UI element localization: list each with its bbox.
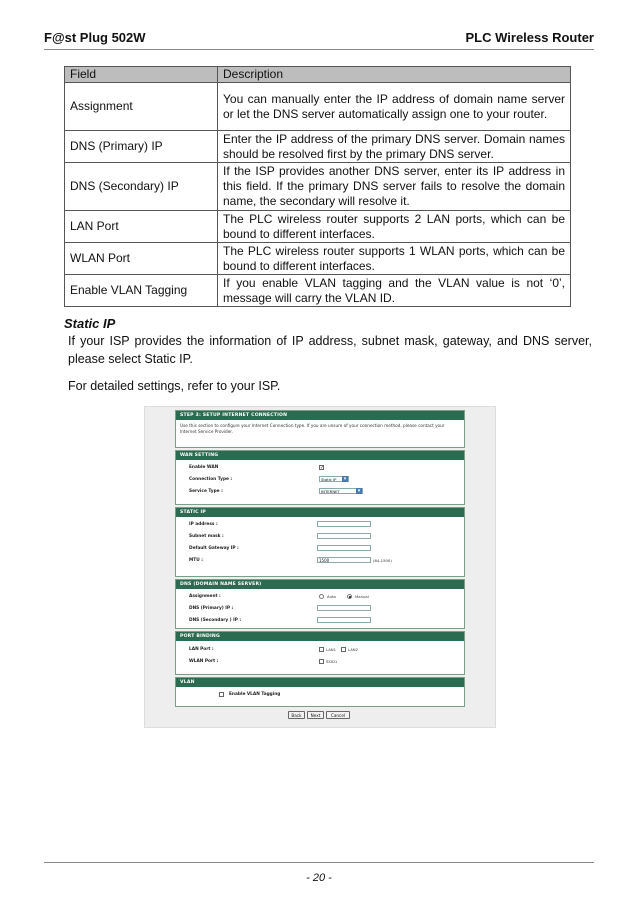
page-header (44, 22, 594, 46)
field-description-table (64, 66, 571, 307)
auto-radio[interactable] (319, 594, 324, 599)
description-cell: If you enable VLAN tagging and the VLAN value is not ‘0’, message will carry the VLAN ID. (218, 275, 571, 307)
enable-wan-label: Enable WAN (189, 465, 219, 470)
dns-secondary-input[interactable] (317, 617, 371, 623)
table-header-row (65, 67, 571, 83)
vlan-title: VLAN (176, 678, 464, 687)
connection-type-select[interactable]: Static IP ▾ (319, 476, 349, 482)
table-row (65, 83, 571, 131)
step-description: Use this section to configure your Internet Connection type. If you are unsure of your connection method, please contact your Internet Service Provider. (180, 423, 445, 434)
field-cell: DNS (Secondary) IP (65, 163, 218, 211)
description-cell: You can manually enter the IP address of domain name server or let the DNS server automatically assign one to your router. (218, 83, 571, 131)
port-binding-panel (175, 631, 465, 675)
dns-secondary-label: DNS (Secondary ) IP : (189, 618, 242, 623)
lan-port-label: LAN Port : (189, 647, 214, 652)
table-row (65, 243, 571, 275)
field-cell: Enable VLAN Tagging (65, 275, 218, 307)
port-binding-title: PORT BINDING (176, 632, 464, 641)
step-title: STEP 3: SETUP INTERNET CONNECTION (176, 411, 464, 420)
description-cell: The PLC wireless router supports 2 LAN ports, which can be bound to different interfaces. (218, 211, 571, 243)
lan2-label: LAN2 (348, 647, 359, 652)
wlan-port-label: WLAN Port : (189, 659, 219, 664)
static-ip-title: STATIC IP (176, 508, 464, 517)
gateway-input[interactable] (317, 545, 371, 551)
description-cell: The PLC wireless router supports 1 WLAN ports, which can be bound to different interfaces. (218, 243, 571, 275)
table-row (65, 275, 571, 307)
wan-setting-title: WAN SETTING (176, 451, 464, 460)
back-button[interactable]: Back (288, 711, 305, 719)
step-panel (175, 410, 465, 448)
field-cell: DNS (Primary) IP (65, 131, 218, 163)
description-cell: If the ISP provides another DNS server, enter its IP address in this field. If the primary DNS server fails to resolve the domain name, the secondary will resolve it. (218, 163, 571, 211)
connection-type-label: Connection Type : (189, 477, 233, 482)
enable-wan-checkbox[interactable]: ✓ (320, 465, 325, 471)
gateway-label: Default Gateway IP : (189, 546, 239, 551)
table-row (65, 163, 571, 211)
cancel-button[interactable]: Cancel (326, 711, 350, 719)
router-setup-screenshot (144, 406, 496, 728)
service-type-label: Service Type : (189, 489, 223, 494)
field-cell: WLAN Port (65, 243, 218, 275)
header-product: F@st Plug 502W (44, 30, 146, 45)
dns-title: DNS (DOMAIN NAME SERVER) (176, 580, 464, 589)
service-type-select[interactable]: INTERNET ▾ (319, 488, 363, 494)
dns-primary-input[interactable] (317, 605, 371, 611)
mtu-input[interactable]: 1500 (317, 557, 371, 563)
field-cell: LAN Port (65, 211, 218, 243)
manual-label: Manual (355, 594, 369, 599)
auto-label: Auto (327, 594, 336, 599)
ip-address-input[interactable] (317, 521, 371, 527)
ssid1-checkbox[interactable] (319, 659, 324, 664)
lan1-checkbox[interactable] (319, 647, 324, 652)
mtu-range: (64-1500) (373, 558, 392, 563)
table-header-description: Description (218, 67, 571, 83)
subnet-mask-input[interactable] (317, 533, 371, 539)
field-cell: Assignment (65, 83, 218, 131)
description-cell: Enter the IP address of the primary DNS server. Domain names should be resolved first by the primary DNS server. (218, 131, 571, 163)
mtu-label: MTU : (189, 558, 203, 563)
ip-address-label: IP address : (189, 522, 218, 527)
lan2-checkbox[interactable] (341, 647, 346, 652)
section-paragraph-2: For detailed settings, refer to your ISP. (68, 379, 281, 393)
section-paragraph: If your ISP provides the information of IP address, subnet mask, gateway, and DNS server, please select Static IP. (68, 334, 592, 366)
section-title: Static IP (64, 316, 116, 331)
assignment-label: Assignment : (189, 594, 221, 599)
dns-primary-label: DNS (Primary) IP : (189, 606, 234, 611)
header-title: PLC Wireless Router (465, 30, 594, 45)
table-row (65, 131, 571, 163)
table-row (65, 211, 571, 243)
table-header-field: Field (65, 67, 218, 83)
vlan-tagging-label: Enable VLAN Tagging (229, 692, 281, 697)
vlan-tagging-checkbox[interactable] (219, 692, 224, 697)
static-ip-panel (175, 507, 465, 577)
ssid1-label: SSID1 (326, 659, 338, 664)
page-number: - 20 - (306, 872, 332, 884)
manual-radio[interactable] (347, 594, 352, 599)
next-button[interactable]: Next (307, 711, 324, 719)
footer-rule (44, 862, 594, 863)
lan1-label: LAN1 (326, 647, 337, 652)
header-rule (44, 49, 594, 50)
subnet-mask-label: Subnet mask : (189, 534, 224, 539)
